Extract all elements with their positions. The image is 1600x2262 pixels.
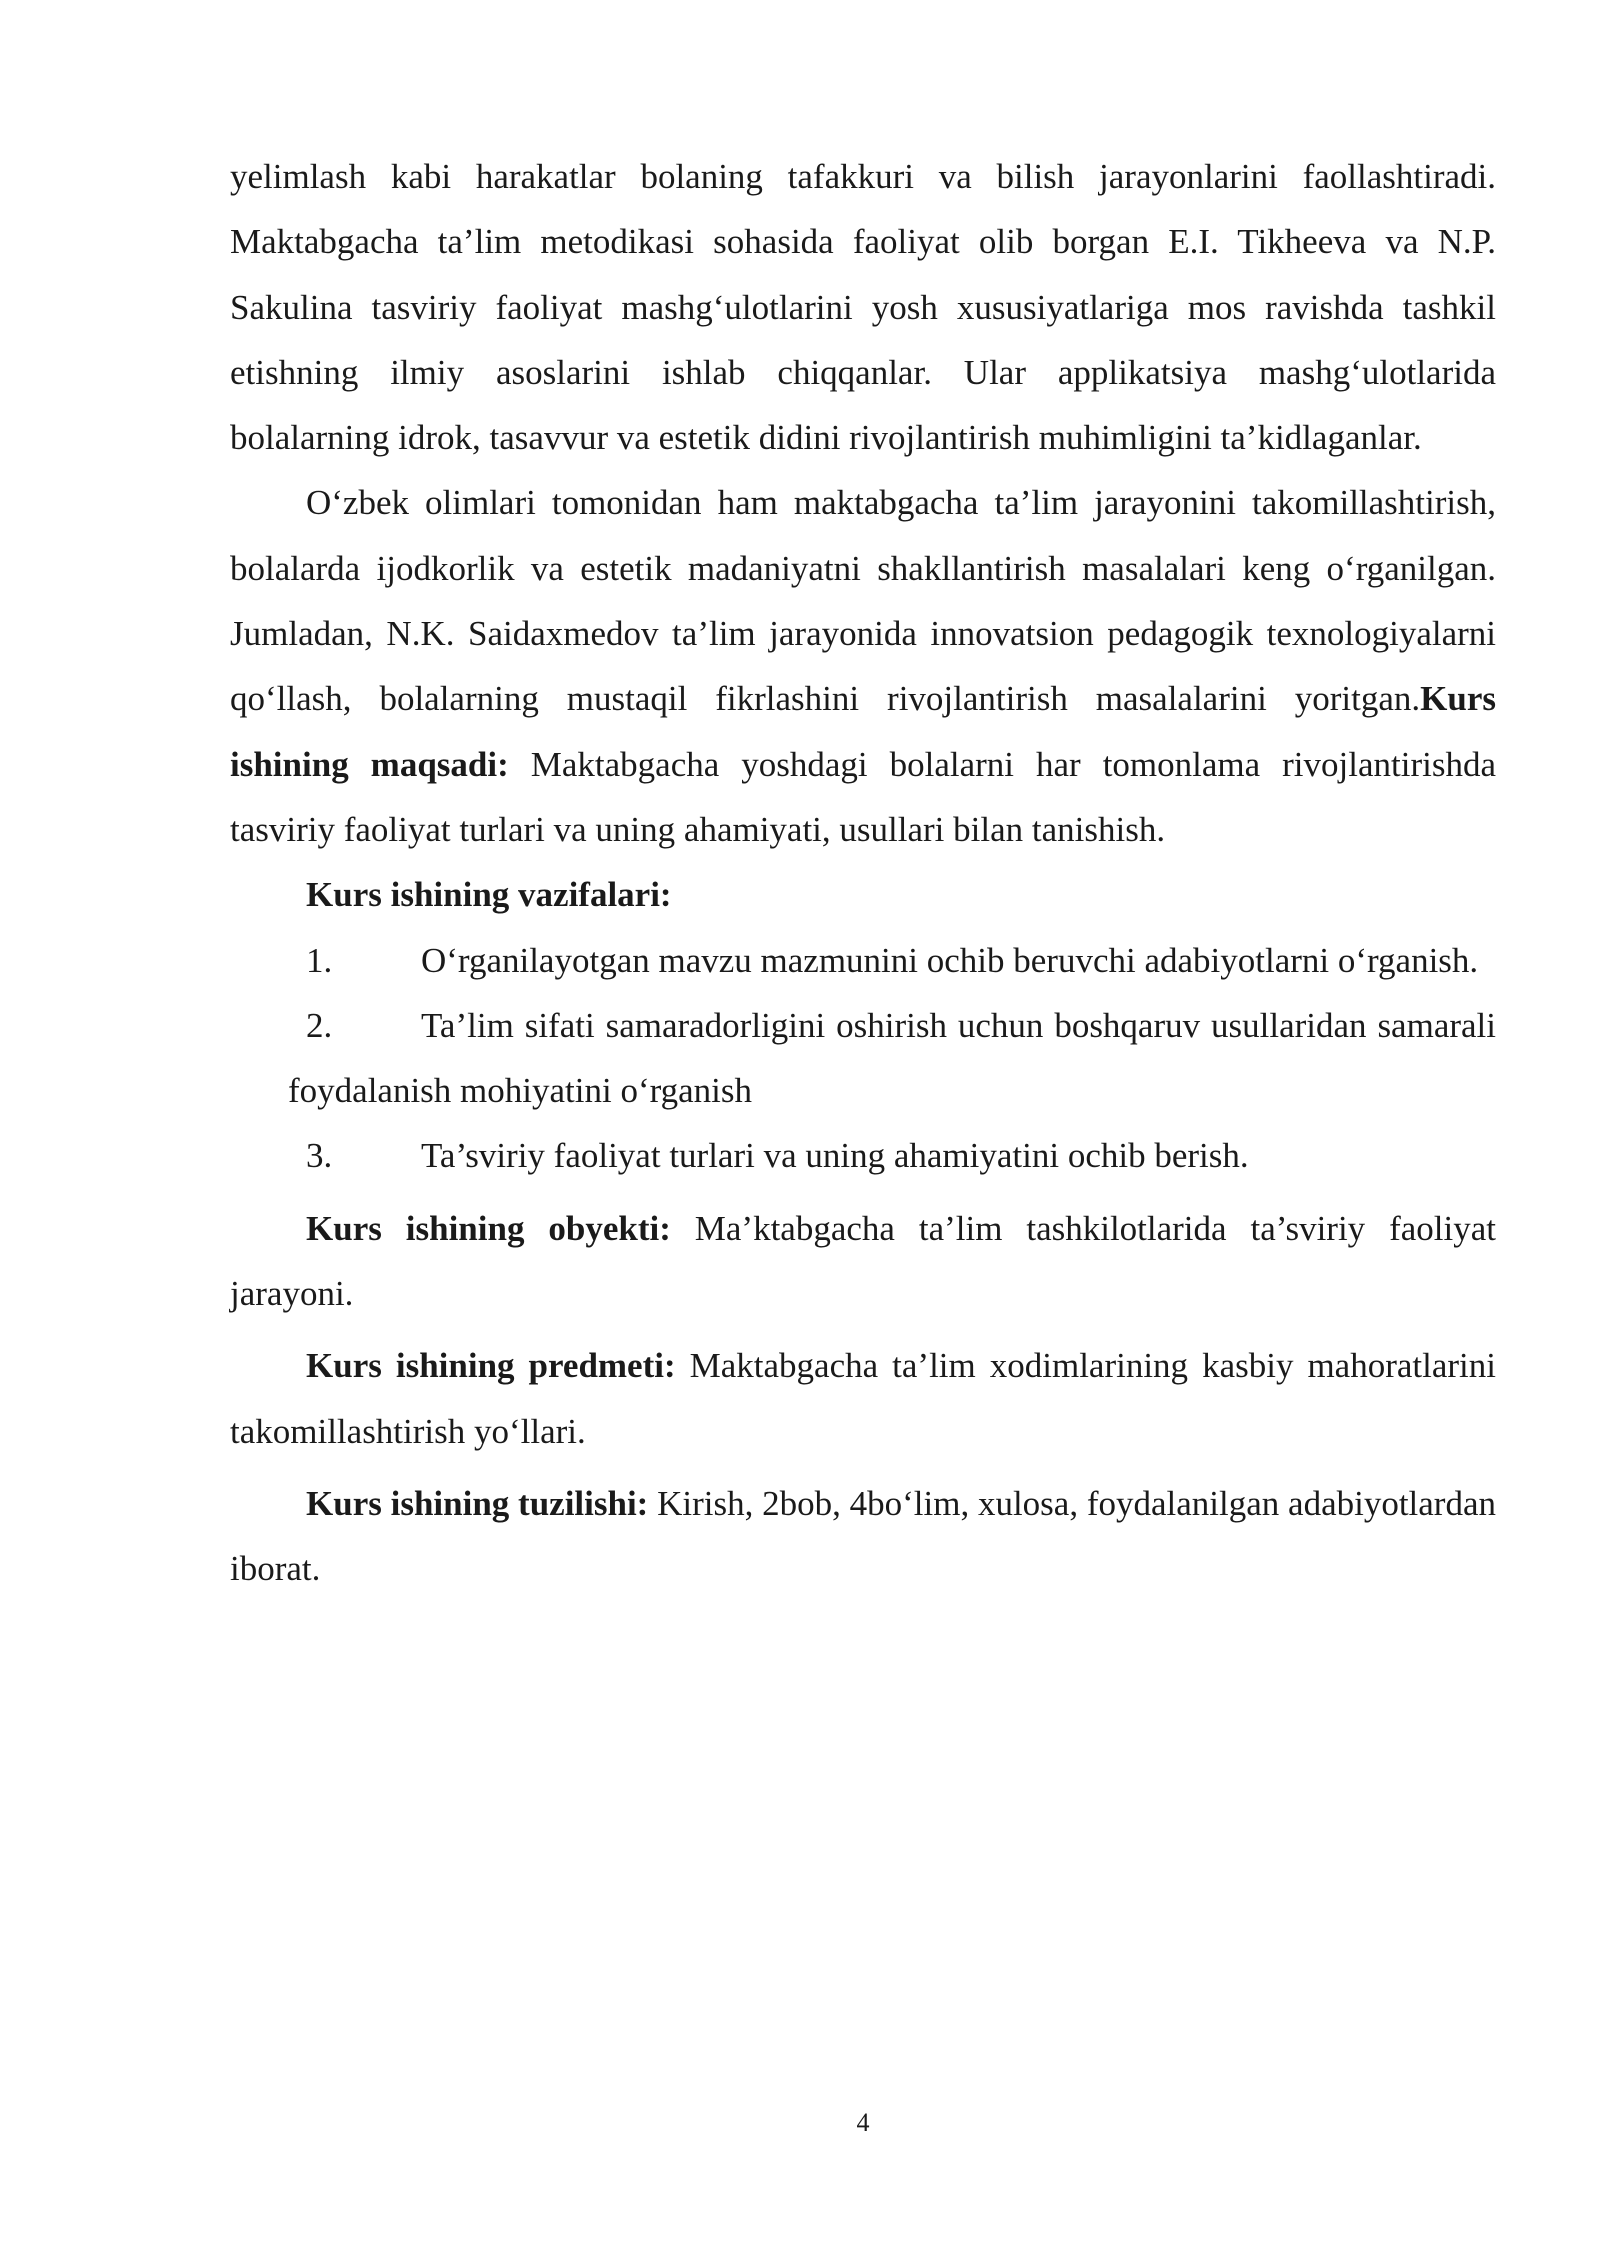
goal-label: Kurs ishining maqsadi: (230, 679, 1496, 784)
structure-label: Kurs ishining tuzilishi: (306, 1483, 649, 1523)
paragraph-subject (230, 1333, 1496, 1464)
goal-text: Maktabgacha yoshdagi bolalarni har tomonlama rivojlantirishda tasviriy faoliyat turlari va uning ahamiyati, usullari bilan tanishish. (230, 744, 1496, 849)
object-label: Kurs ishining obyekti: (306, 1208, 671, 1248)
task-item-2 (230, 993, 1496, 1124)
paragraph-object (230, 1196, 1496, 1327)
paragraph-uzbek-scholars (230, 470, 1496, 862)
task-text: Ta’lim sifati samaradorligini oshirish uchun boshqaruv usullaridan samarali (421, 1005, 1496, 1045)
uzbek-scholars-text: O‘zbek olimlari tomonidan ham maktabgacha ta’lim jarayonini takomillashtirish, bolalarda ijodkorlik va estetik madaniyatni shakllantirish masalalari keng o‘rganilgan. Jumladan, N.K. Saidaxmedov ta’lim jarayonida innovatsion pedagogik texnologiyalarni qo‘llash, bolalarning mustaqil fikrlashini rivojlantirish masalalarini yoritgan. (230, 483, 1496, 719)
task-item-3 (230, 1123, 1496, 1188)
task-number: 3. (306, 1136, 333, 1176)
task-text-continued: foydalanish mohiyatini o‘rganish (288, 1071, 753, 1111)
task-text: O‘rganilayotgan mavzu mazmunini ochib beruvchi adabiyotlarni o‘rganish. (421, 940, 1479, 980)
task-number: 2. (306, 1005, 333, 1045)
subject-label: Kurs ishining predmeti: (306, 1346, 676, 1386)
subject-text: Maktabgacha ta’lim xodimlarining kasbiy mahoratlarini takomillashtirish yo‘llari. (230, 1346, 1496, 1451)
task-item-1 (230, 928, 1496, 993)
object-text: Ma’ktabgacha ta’lim tashkilotlarida ta’sviriy faoliyat jarayoni. (230, 1208, 1496, 1314)
document-page (230, 144, 1496, 1602)
structure-text: Kirish, 2bob, 4bo‘lim, xulosa, foydalanilgan adabiyotlardan iborat. (230, 1483, 1496, 1589)
paragraph-intro: yelimlash kabi harakatlar bolaning tafakkuri va bilish jarayonlarini faollashtiradi. Maktabgacha ta’lim metodikasi sohasida faoliyat olib borgan E.I. Tikheeva va N.P. Sakulina tasviriy faoliyat mashg‘ulotlarini yosh xususiyatlariga mos ravishda tashkil etishning ilmiy asoslarini ishlab chiqqanlar. Ular applikatsiya mashg‘ulotlarida bolalarning idrok, tasavvur va estetik didini rivojlantirish muhimligini ta’kidlaganlar. (230, 157, 1496, 458)
page-number: 4 (856, 2108, 870, 2137)
task-number: 1. (306, 940, 333, 980)
task-text: Ta’sviriy faoliyat turlari va uning ahamiyatini ochib berish. (421, 1136, 1249, 1176)
tasks-heading: Kurs ishining vazifalari: (306, 875, 672, 915)
paragraph-structure (230, 1471, 1496, 1602)
